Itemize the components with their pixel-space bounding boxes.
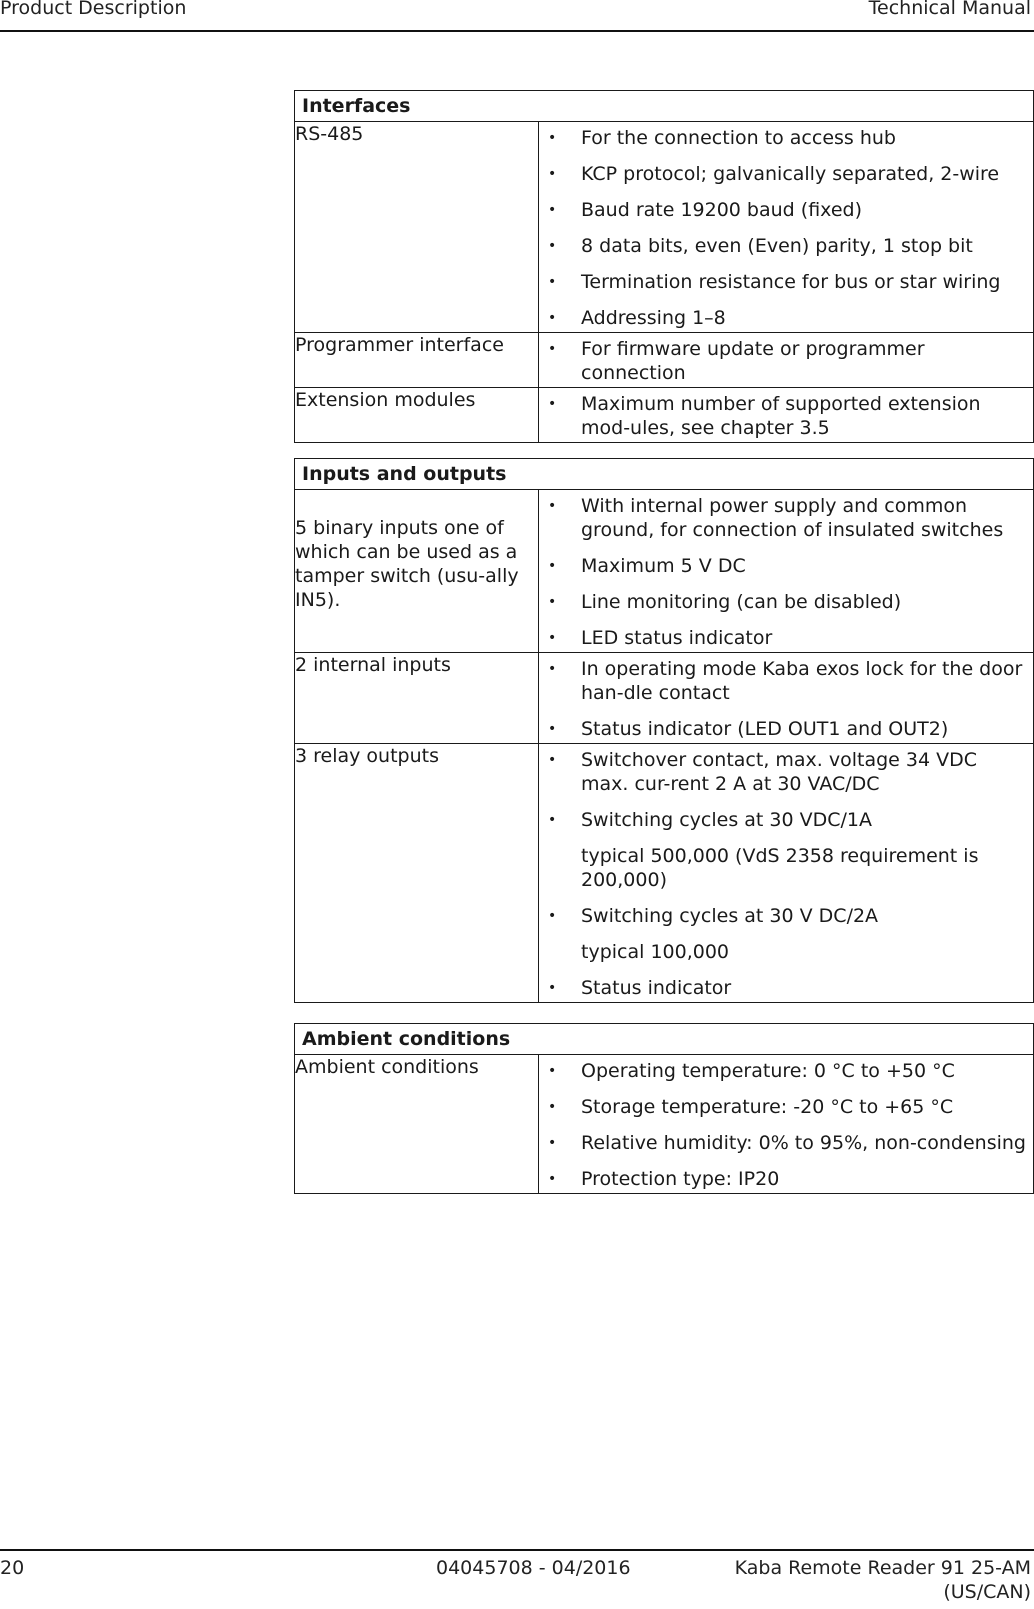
- table-row: [295, 653, 1034, 744]
- list-item: • LED status indicator: [539, 626, 1027, 650]
- interfaces-title: Interfaces: [295, 91, 1034, 122]
- table-row: [295, 1055, 1034, 1194]
- footer-rule: [0, 1549, 1034, 1551]
- list-item: • KCP protocol; galvanically separated, 2-wire: [539, 162, 1027, 186]
- list-item: • Baud rate 19200 baud (fixed): [539, 198, 1027, 222]
- page-number: 20: [0, 1557, 25, 1579]
- list-item: typical 100,000: [581, 941, 730, 963]
- header-manual-title: Technical Manual: [868, 0, 1031, 19]
- row-label: 3 relay outputs: [295, 744, 539, 1003]
- row-label: 2 internal inputs: [295, 653, 539, 744]
- list-item: • In operating mode Kaba exos lock for the door han-dle contact: [539, 657, 1027, 705]
- list-item: • For the connection to access hub: [539, 126, 1027, 150]
- table-row: [295, 333, 1034, 388]
- inputs-outputs-table: [294, 458, 1034, 1003]
- header-rule: [0, 30, 1034, 32]
- table-row: [295, 388, 1034, 443]
- list-item: • With internal power supply and common ground, for connection of insulated switches: [539, 494, 1027, 542]
- table-row: [295, 122, 1034, 333]
- table-row: [295, 744, 1034, 1003]
- list-item: typical 500,000 (VdS 2358 requirement is 200,000): [581, 845, 979, 891]
- ambient-title: Ambient conditions: [295, 1024, 1034, 1055]
- interfaces-table: [294, 90, 1034, 443]
- row-label: Programmer interface: [295, 333, 539, 388]
- list-item: • Switching cycles at 30 VDC/1A: [539, 808, 1027, 832]
- list-item: • 8 data bits, even (Even) parity, 1 stop bit: [539, 234, 1027, 258]
- list-item: • Status indicator (LED OUT1 and OUT2): [539, 717, 1027, 741]
- list-item: • Termination resistance for bus or star wiring: [539, 270, 1027, 294]
- ambient-table: [294, 1023, 1034, 1194]
- list-item: • Maximum 5 V DC: [539, 554, 1027, 578]
- list-item: • Addressing 1–8: [539, 306, 1027, 330]
- table-row: [295, 490, 1034, 653]
- list-item: • Line monitoring (can be disabled): [539, 590, 1027, 614]
- product-name: Kaba Remote Reader 91 25-AM (US/CAN): [734, 1557, 1031, 1603]
- list-item: • Switching cycles at 30 V DC/2A: [539, 904, 1027, 928]
- inputs-outputs-title: Inputs and outputs: [295, 459, 1034, 490]
- document-number: 04045708 - 04/2016: [436, 1557, 631, 1579]
- list-item: • Maximum number of supported extension mod-ules, see chapter 3.5: [539, 392, 1027, 440]
- row-label: Extension modules: [295, 388, 539, 443]
- row-label: Ambient conditions: [295, 1055, 539, 1194]
- list-item: • Operating temperature: 0 °C to +50 °C: [539, 1059, 1027, 1083]
- row-label: RS-485: [295, 122, 539, 333]
- list-item: • Protection type: IP20: [539, 1167, 1027, 1191]
- list-item: • Status indicator: [539, 976, 1027, 1000]
- list-item: • Switchover contact, max. voltage 34 VDC max. cur-rent 2 A at 30 VAC/DC: [539, 748, 1027, 796]
- list-item: • Storage temperature: -20 °C to +65 °C: [539, 1095, 1027, 1119]
- header-section-title: Product Description: [0, 0, 187, 19]
- list-item: • Relative humidity: 0% to 95%, non-condensing: [539, 1131, 1027, 1155]
- list-item: • For firmware update or programmer connection: [539, 337, 1027, 385]
- row-label: 5 binary inputs one of which can be used as a tamper switch (usu-ally IN5).: [295, 490, 539, 653]
